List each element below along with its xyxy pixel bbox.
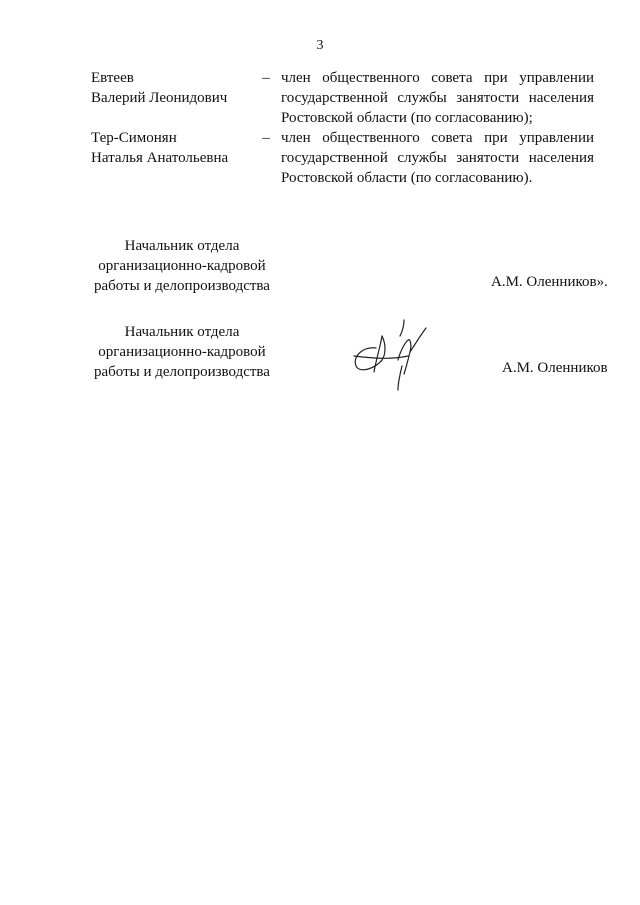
signature-position xyxy=(88,322,276,382)
member-role-line: Ростовской области (по согласованию). xyxy=(281,170,533,186)
member-name xyxy=(91,68,261,108)
member-name xyxy=(91,128,261,168)
member-surname: Евтеев xyxy=(91,70,134,86)
member-role-line: Ростовской области (по согласованию); xyxy=(281,110,533,126)
member-role xyxy=(281,68,594,128)
signature-position xyxy=(88,236,276,296)
member-role-line: государственной службы занятости населения xyxy=(281,90,594,106)
position-line: Начальник отдела xyxy=(124,324,240,340)
member-surname: Тер-Симонян xyxy=(91,130,177,146)
signature-stroke xyxy=(354,356,408,358)
signature-stroke xyxy=(374,336,382,372)
position-line: организационно-кадровой xyxy=(98,258,266,274)
position-line: организационно-кадровой xyxy=(98,344,266,360)
signatory-name: А.М. Оленников xyxy=(502,360,608,376)
dash-separator: – xyxy=(262,70,270,86)
member-role-line: государственной службы занятости населения xyxy=(281,150,594,166)
position-line: работы и делопроизводства xyxy=(94,278,270,294)
position-line: Начальник отдела xyxy=(124,238,240,254)
dash-separator: – xyxy=(262,130,270,146)
handwritten-signature xyxy=(346,316,438,392)
member-given-names: Валерий Леонидович xyxy=(91,90,228,106)
member-entry xyxy=(91,68,594,128)
member-entry xyxy=(91,128,594,188)
member-given-names: Наталья Анатольевна xyxy=(91,150,229,166)
page-number: 3 xyxy=(316,38,324,53)
member-role-line: член общественного совета при управлении xyxy=(281,130,594,146)
signatory-name: А.М. Оленников». xyxy=(491,274,608,290)
signature-stroke xyxy=(410,328,426,352)
member-role xyxy=(281,128,594,188)
member-role-line: член общественного совета при управлении xyxy=(281,70,594,86)
position-line: работы и делопроизводства xyxy=(94,364,270,380)
signature-stroke xyxy=(398,366,402,390)
signature-stroke xyxy=(400,320,404,336)
